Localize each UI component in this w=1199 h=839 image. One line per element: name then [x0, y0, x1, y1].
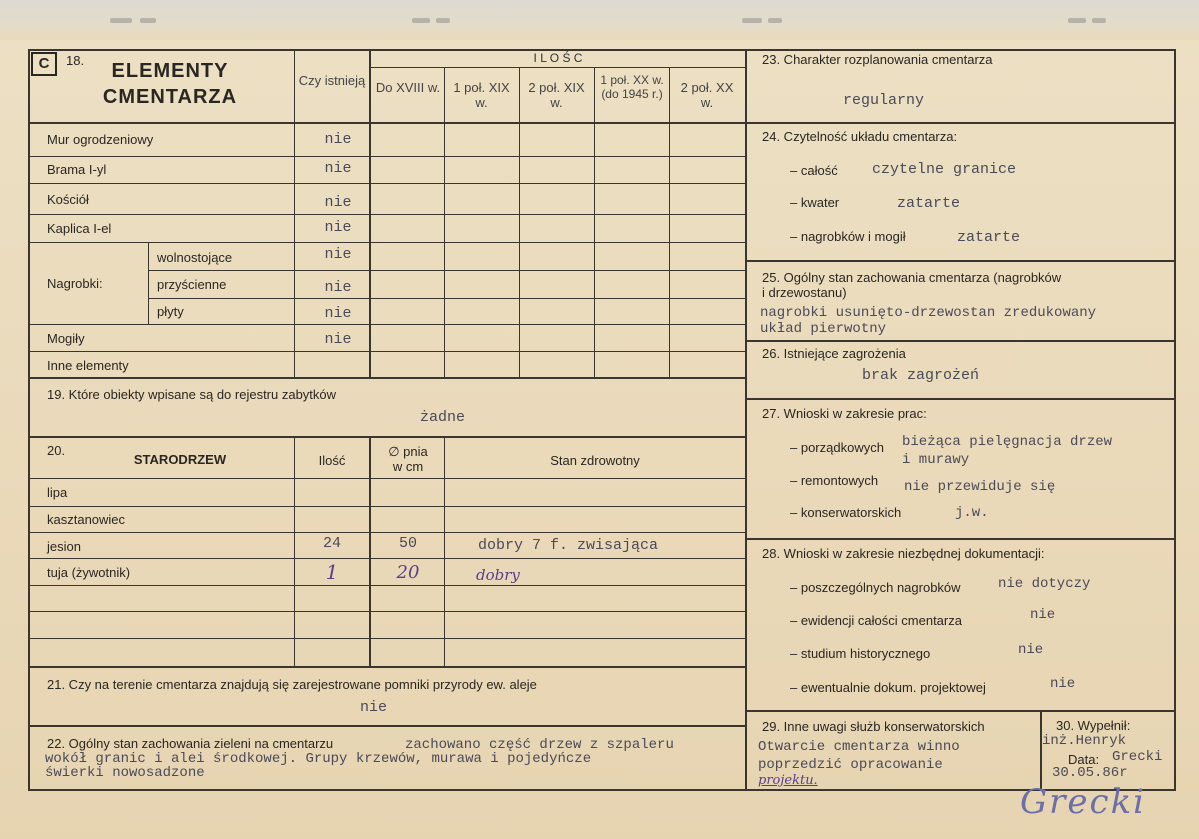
- s29-answer-line2: poprzedzić opracowanie: [758, 757, 943, 773]
- value-brama: nie: [324, 160, 352, 177]
- punch-mark: [1092, 18, 1106, 23]
- s30-name-line2: Grecki: [1112, 749, 1163, 765]
- row-label-mur: Mur ogrodzeniowy: [47, 132, 154, 147]
- grid-line: [1040, 710, 1042, 791]
- grid-line: [28, 214, 746, 215]
- s22-answer-line1: zachowano część drzew z szpaleru: [405, 737, 674, 753]
- s27-kons-label: – konserwatorskich: [790, 505, 902, 520]
- grid-line: [28, 242, 746, 243]
- s30-date: 30.05.86r: [1052, 765, 1128, 781]
- s27-rem-label: – remontowych: [790, 473, 879, 488]
- grid-line: [745, 538, 1175, 540]
- s21-answer: nie: [360, 699, 388, 716]
- signature: Grecki: [1020, 782, 1147, 822]
- value-kaplica: nie: [324, 219, 352, 236]
- grid-line: [148, 298, 746, 299]
- grid-line: [148, 270, 746, 271]
- col-1pol-xix: 1 poł. XIX w.: [453, 80, 510, 110]
- tuja-diam: 20: [396, 562, 420, 583]
- s28-item-label: – studium historycznego: [790, 646, 931, 661]
- s27-porz-line1: bieżąca pielęgnacja drzew: [902, 434, 1113, 450]
- s27-kons: j.w.: [955, 505, 989, 521]
- s22-answer-line3: świerki nowosadzone: [45, 765, 205, 781]
- s29-question: 29. Inne uwagi służb konserwatorskich: [762, 719, 985, 734]
- grid-line: [28, 122, 746, 124]
- punch-mark: [412, 18, 430, 23]
- tree-name-lipa: lipa: [47, 485, 68, 500]
- s28-question: 28. Wnioski w zakresie niezbędnej dokumentacji:: [762, 546, 1045, 561]
- s26-answer: brak zagrożeń: [862, 367, 980, 384]
- grid-line: [28, 585, 746, 586]
- grid-line: [28, 725, 746, 727]
- s19-answer: żadne: [420, 409, 466, 426]
- s25-question-line1: 25. Ogólny stan zachowania cmentarza (nagrobków: [762, 270, 1062, 285]
- col-2pol-xx: 2 poł. XX w.: [680, 80, 734, 110]
- s21-question: 21. Czy na terenie cmentarza znajdują się zarejestrowane pomniki przyrody ew. aleje: [47, 677, 537, 692]
- s27-question: 27. Wnioski w zakresie prac:: [762, 406, 927, 421]
- s24-nagrobkow-label: – nagrobków i mogił: [790, 229, 906, 244]
- punch-mark: [742, 18, 762, 23]
- s20-title: STARODRZEW: [133, 452, 227, 467]
- grid-line: [745, 710, 1175, 712]
- frame-line: [28, 49, 30, 791]
- frame-line: [745, 49, 747, 791]
- s18-title-line2: CMENTARZA: [102, 86, 238, 108]
- value-wolnostojace: nie: [324, 246, 352, 263]
- s30-name-line1: inż.Henryk: [1042, 733, 1127, 749]
- s30-label: 30. Wypełnił:: [1056, 718, 1131, 733]
- row-label-plyty: płyty: [157, 304, 184, 319]
- grid-line: [28, 156, 746, 157]
- s25-answer-line2: układ pierwotny: [760, 321, 887, 337]
- grid-line: [519, 67, 520, 378]
- s24-kwater-label: – kwater: [790, 195, 840, 210]
- grid-line: [444, 67, 445, 378]
- grid-line: [669, 67, 670, 378]
- grid-line: [28, 351, 746, 352]
- s26-question: 26. Istniejące zagrożenia: [762, 346, 906, 361]
- s30-data-label: Data:: [1068, 752, 1100, 767]
- punch-mark: [110, 18, 132, 23]
- grid-line: [28, 436, 746, 438]
- s25-question-line2: i drzewostanu): [762, 285, 847, 300]
- s24-kwater: zatarte: [897, 195, 961, 212]
- punch-mark: [1068, 18, 1086, 23]
- s24-calosc-label: – całość: [790, 163, 838, 178]
- tree-name-kasztanowiec: kasztanowiec: [47, 512, 126, 527]
- jesion-diam: 50: [398, 535, 417, 552]
- col-stan-zdrowotny: Stan zdrowotny: [550, 453, 640, 468]
- grid-line: [28, 532, 746, 533]
- grid-line: [28, 377, 746, 379]
- s28-item-label: – poszczególnych nagrobków: [790, 580, 961, 595]
- grid-line: [28, 478, 746, 479]
- s29-answer-line1: Otwarcie cmentarza winno: [758, 739, 960, 755]
- row-label-brama: Brama I-yl: [47, 162, 107, 177]
- s27-porz-label: – porządkowych: [790, 440, 884, 455]
- punch-mark: [436, 18, 450, 23]
- row-label-mogily: Mogiły: [47, 331, 85, 346]
- tuja-state: dobry: [476, 566, 520, 584]
- card-letter-box: C: [31, 52, 57, 76]
- s27-porz-line2: i murawy: [902, 452, 970, 468]
- grid-line: [28, 638, 746, 639]
- grid-line: [594, 67, 595, 378]
- grid-line: [745, 122, 1175, 124]
- grid-line: [28, 611, 746, 612]
- s22-answer-line2: wokół granic i alei środkowej. Grupy krzewów, murawa i pojedyńcze: [45, 751, 592, 767]
- row-label-wolnostojace: wolnostojące: [157, 250, 233, 265]
- s22-question: 22. Ogólny stan zachowania zieleni na cmentarzu: [47, 736, 334, 751]
- col-2pol-xix: 2 poł. XIX w.: [528, 80, 585, 110]
- s24-calosc: czytelne granice: [872, 161, 1017, 178]
- row-label-nagrobki: Nagrobki:: [47, 276, 103, 291]
- grid-line: [369, 49, 371, 378]
- tuja-qty: 1: [325, 560, 339, 584]
- value-plyty: nie: [324, 305, 352, 322]
- grid-line: [148, 242, 149, 324]
- col-1pol-xx: 1 poł. XX w. (do 1945 r.): [600, 73, 664, 101]
- frame-line: [1174, 49, 1176, 791]
- s18-number: 18.: [66, 53, 85, 68]
- grid-line: [28, 666, 746, 668]
- grid-line: [745, 398, 1175, 400]
- col-czy-istnieja: Czy istnieją: [298, 73, 366, 88]
- grid-line: [28, 183, 746, 184]
- grid-line: [28, 324, 746, 325]
- row-label-kosciol: Kościół: [47, 192, 89, 207]
- row-label-przyscienne: przyścienne: [157, 277, 227, 292]
- s28-item-value: nie: [1018, 642, 1044, 658]
- grid-line: [28, 558, 746, 559]
- col-pnia-unit: w cm: [392, 459, 424, 474]
- tree-name-jesion: jesion: [47, 539, 81, 554]
- s19-question: 19. Które obiekty wpisane są do rejestru zabytków: [47, 387, 337, 402]
- s24-nagrobkow: zatarte: [957, 229, 1021, 246]
- s28-item-label: – ewidencji całości cmentarza: [790, 613, 962, 628]
- value-kosciol: nie: [324, 194, 352, 211]
- row-label-kaplica: Kaplica I-el: [47, 221, 112, 236]
- s29-answer-line3: projektu.: [758, 773, 818, 788]
- grid-line: [28, 506, 746, 507]
- s23-answer: regularny: [843, 92, 925, 109]
- grid-line: [294, 49, 295, 378]
- col-pnia: ∅ pnia: [388, 444, 428, 459]
- tree-name-tuja: tuja (żywotnik): [47, 565, 131, 580]
- punch-mark: [140, 18, 156, 23]
- value-mogily: nie: [324, 331, 352, 348]
- col-ilosc: Ilość: [318, 453, 346, 468]
- top-band: [0, 0, 1199, 40]
- s20-number: 20.: [47, 443, 66, 458]
- s28-item-value: nie: [1030, 607, 1056, 623]
- s25-answer-line1: nagrobki usunięto-drzewostan zredukowany: [760, 305, 1097, 321]
- s28-item-value: nie dotyczy: [998, 576, 1091, 592]
- frame-line: [28, 789, 1176, 791]
- s28-item-value: nie: [1050, 676, 1076, 692]
- jesion-state: dobry 7 f. zwisająca: [478, 537, 659, 554]
- col-ilosc-header: I L O Ś C: [533, 51, 583, 65]
- grid-line: [745, 260, 1175, 262]
- punch-mark: [768, 18, 782, 23]
- value-przyscienne: nie: [324, 279, 352, 296]
- s24-question: 24. Czytelność układu cmentarza:: [762, 129, 958, 144]
- col-do-xviii: Do XVIII w.: [375, 80, 441, 95]
- row-label-inne: Inne elementy: [47, 358, 129, 373]
- s27-rem: nie przewiduje się: [904, 479, 1056, 495]
- grid-line: [745, 340, 1175, 342]
- s23-question: 23. Charakter rozplanowania cmentarza: [762, 52, 993, 67]
- jesion-qty: 24: [322, 535, 341, 552]
- grid-line: [370, 67, 746, 68]
- value-mur: nie: [324, 131, 352, 148]
- s28-item-label: – ewentualnie dokum. projektowej: [790, 680, 986, 695]
- s18-title-line1: ELEMENTY: [111, 60, 229, 82]
